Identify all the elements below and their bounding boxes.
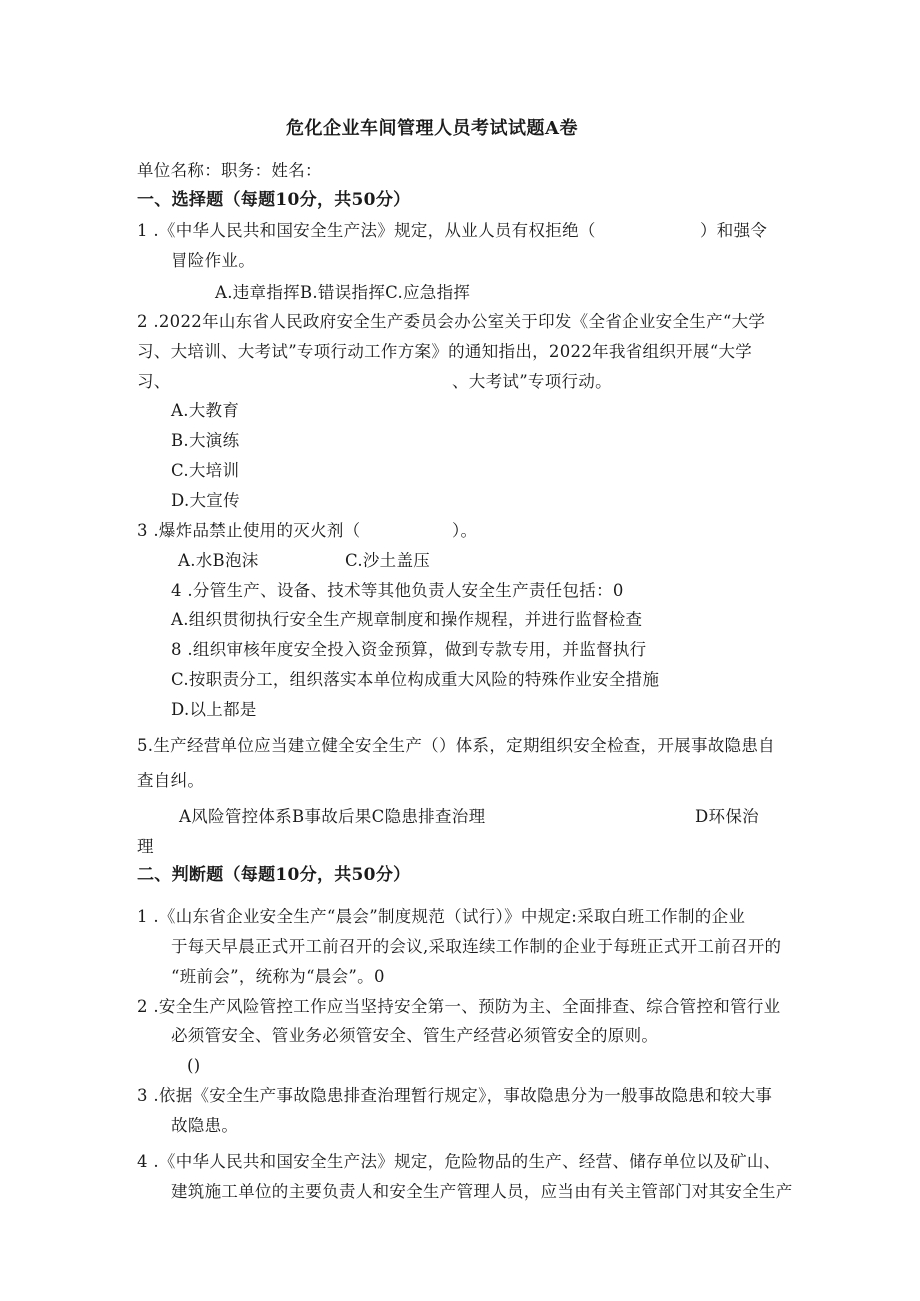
s1-q5-line2: 查自纠。 [137, 771, 205, 790]
s1-q2-option-b: B.大演练 [171, 431, 240, 450]
s1-q4-option-d: D.以上都是 [171, 700, 257, 719]
s1-q4-option-b: 8 .组织审核年度安全投入资金预算，做到专款专用，并监督执行 [171, 640, 647, 659]
s1-q3-option-c: C.沙土盖压 [345, 551, 431, 570]
s2-q1-line2: 于每天早晨正式开工前召开的会议,采取连续工作制的企业于每班正式开工前召开的 [171, 937, 782, 956]
s1-q3-line1b: ）。 [452, 521, 478, 540]
s1-q5-option-d: D环保治 [695, 807, 759, 826]
s1-q1-line1a: 1 .《中华人民共和国安全生产法》规定，从业人员有权拒绝（ [137, 221, 596, 240]
s1-q3-option-a: A.水B泡沫 [178, 551, 259, 570]
s1-q4-option-c: C.按职责分工，组织落实本单位构成重大风险的特殊作业安全措施 [171, 670, 660, 689]
s1-q1-line2: 冒险作业。 [171, 251, 255, 270]
s1-q2-line3b: 、大考试”专项行动。 [452, 372, 612, 391]
s1-q2-line2: 习、大培训、大考试”专项行动工作方案》的通知指出，2022年我省组织开展“大学 [137, 342, 753, 361]
s1-q1-line1b: ）和强令 [700, 221, 768, 240]
s1-q5-option-d-cont: 理 [137, 837, 154, 856]
s2-q1-line3: “班前会”，统称为“晨会”。0 [171, 967, 385, 986]
s1-q4-line1: 4 .分管生产、设备、技术等其他负责人安全生产责任包括：0 [171, 581, 624, 600]
section1-heading: 一、选择题（每题10分，共50分） [137, 190, 411, 210]
page-title: 危化企业车间管理人员考试试题A卷 [286, 118, 578, 139]
s2-q2-line1: 2 .安全生产风险管控工作应当坚持安全第一、预防为主、全面排查、综合管控和管行业 [137, 997, 781, 1016]
s1-q2-option-d: D.大宣传 [171, 491, 240, 510]
s1-q2-line1: 2 .2022年山东省人民政府安全生产委员会办公室关于印发《全省企业安全生产“大学 [137, 312, 766, 331]
s1-q4-option-a: A.组织贯彻执行安全生产规章制度和操作规程，并进行监督检查 [171, 610, 643, 629]
s1-q3-line1a: 3 .爆炸品禁止使用的灭火剂（ [137, 521, 361, 540]
s2-q1-line1: 1 .《山东省企业安全生产“晨会”制度规范（试行）》中规定:采取白班工作制的企业 [137, 907, 746, 926]
s1-q1-options: A.违章指挥B.错误指挥C.应急指挥 [215, 283, 471, 302]
s2-q4-line1: 4 .《中华人民共和国安全生产法》规定，危险物品的生产、经营、储存单位以及矿山、 [137, 1152, 781, 1171]
section2-heading: 二、判断题（每题10分，共50分） [137, 865, 411, 885]
s1-q2-option-c: C.大培训 [171, 461, 240, 480]
s2-q4-line2: 建筑施工单位的主要负责人和安全生产管理人员，应当由有关主管部门对其安全生产 [171, 1182, 793, 1201]
s2-q3-line1: 3 .依据《安全生产事故隐患排查治理暂行规定》，事故隐患分为一般事故隐患和较大事 [137, 1086, 773, 1105]
s1-q2-line3a: 习、 [137, 372, 171, 391]
info-line: 单位名称：职务：姓名： [137, 161, 322, 180]
s2-q2-line2: 必须管安全、管业务必须管安全、管生产经营必须管安全的原则。 [171, 1026, 659, 1045]
s1-q5-options-abc: A风险管控体系B事故后果C隐患排查治理 [179, 807, 486, 826]
s1-q5-line1: 5.生产经营单位应当建立健全安全生产（）体系，定期组织安全检查，开展事故隐患自 [137, 736, 775, 755]
s2-q3-line2: 故隐患。 [171, 1116, 239, 1135]
s1-q2-option-a: A.大教育 [171, 401, 240, 420]
s2-q2-line3: () [187, 1056, 201, 1075]
